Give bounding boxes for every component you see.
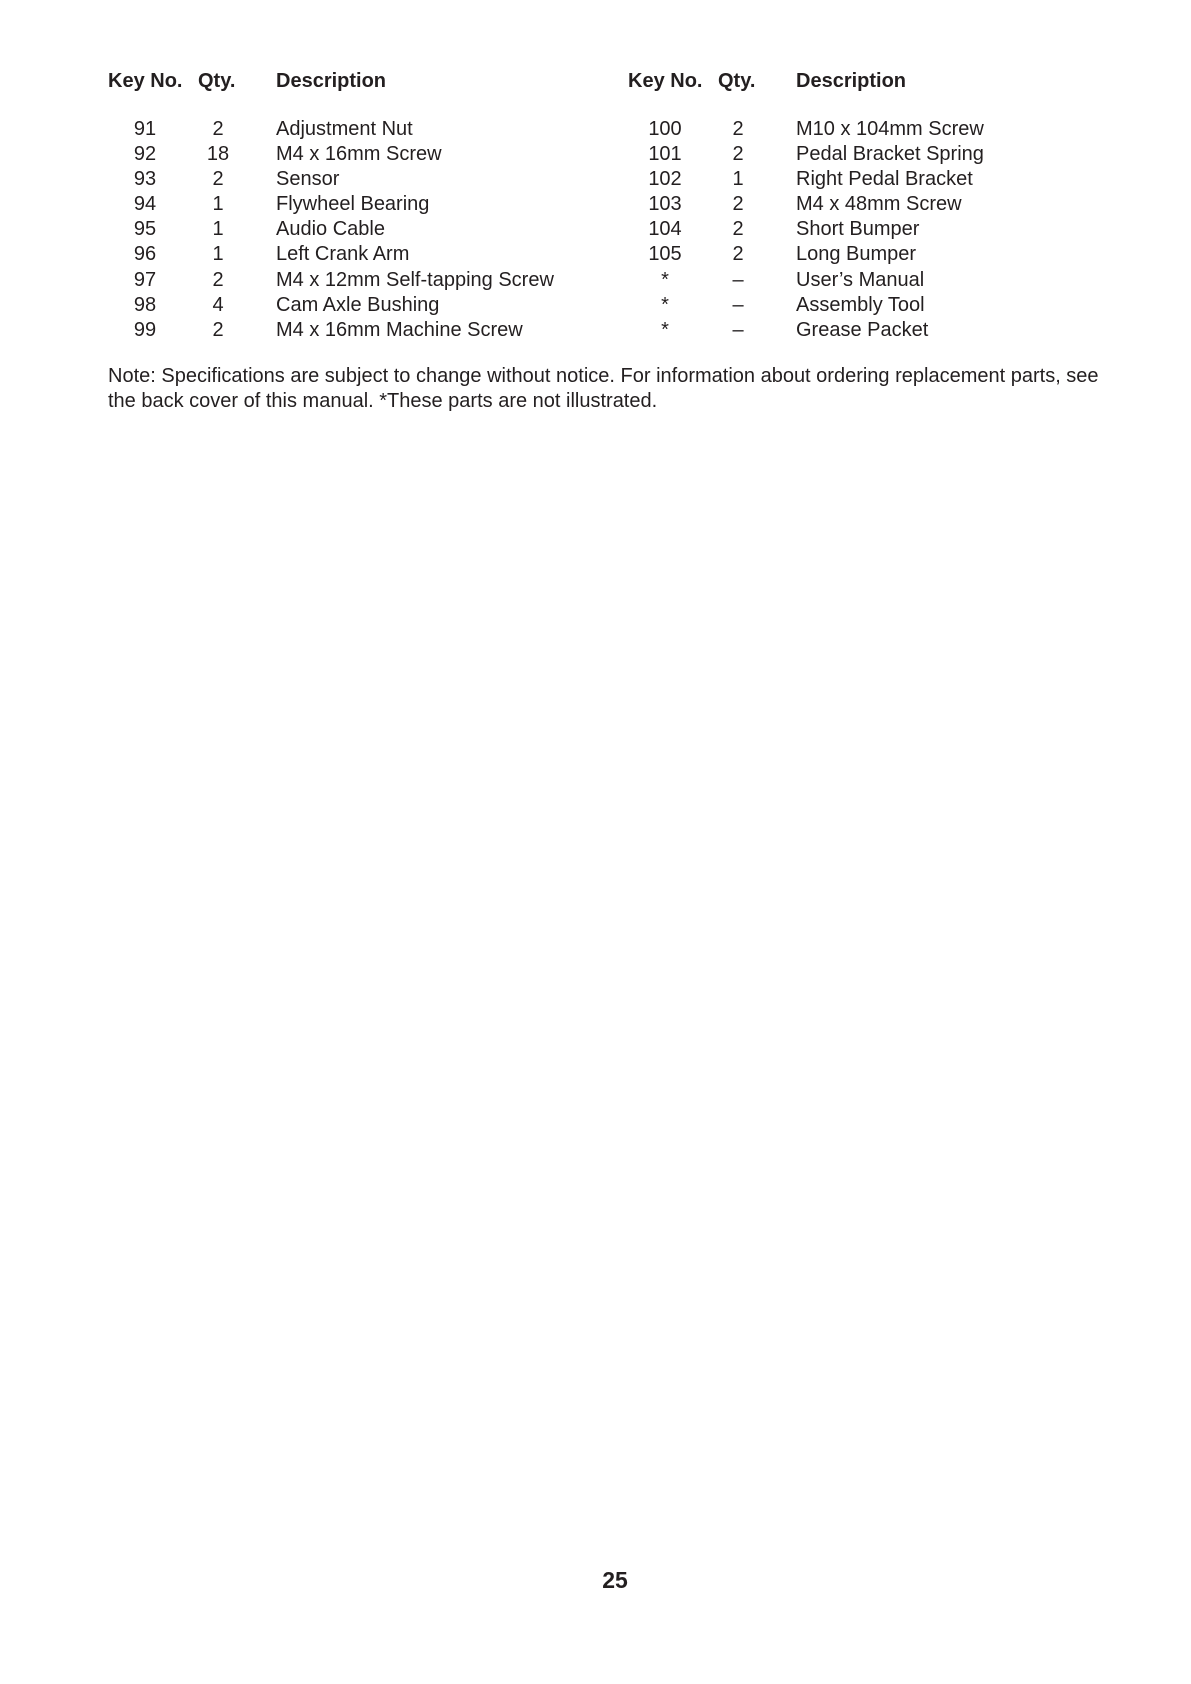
key-number: 93 bbox=[133, 168, 157, 191]
quantity: 2 bbox=[212, 118, 224, 140]
key-number: * bbox=[661, 268, 669, 291]
description: Left Crank Arm bbox=[276, 243, 410, 266]
header-description: Description bbox=[276, 70, 387, 92]
key-number: 102 bbox=[648, 168, 682, 191]
page-number: 25 bbox=[602, 1567, 628, 1593]
key-number: 99 bbox=[133, 318, 157, 341]
quantity: 1 bbox=[732, 168, 744, 191]
quantity: – bbox=[732, 293, 744, 316]
description: M4 x 16mm Machine Screw bbox=[276, 318, 523, 341]
description: Sensor bbox=[276, 168, 340, 191]
quantity: 18 bbox=[206, 143, 230, 166]
quantity: – bbox=[732, 318, 744, 341]
description: Short Bumper bbox=[796, 218, 920, 241]
header-key-no: Key No. bbox=[108, 70, 183, 92]
quantity: 2 bbox=[212, 168, 224, 191]
key-number: 97 bbox=[133, 268, 157, 291]
key-number: 92 bbox=[133, 143, 157, 166]
header-qty: Qty. bbox=[198, 70, 236, 92]
key-number: 98 bbox=[133, 293, 157, 316]
description: M10 x 104mm Screw bbox=[796, 118, 984, 140]
quantity: 2 bbox=[732, 193, 744, 216]
description: User’s Manual bbox=[796, 268, 925, 291]
key-number: 91 bbox=[133, 118, 157, 140]
header-description: Description bbox=[796, 70, 907, 92]
quantity: – bbox=[732, 268, 744, 291]
note-line: Note: Specifications are subject to change without notice. For information about ordering replacement parts, see bbox=[108, 365, 1099, 387]
quantity: 1 bbox=[212, 218, 224, 241]
key-number: 94 bbox=[133, 193, 157, 216]
key-number: * bbox=[661, 293, 669, 316]
description: Pedal Bracket Spring bbox=[796, 143, 984, 166]
description: Right Pedal Bracket bbox=[796, 168, 973, 191]
quantity: 2 bbox=[732, 218, 744, 241]
key-number: 96 bbox=[133, 243, 157, 266]
description: M4 x 12mm Self-tapping Screw bbox=[276, 268, 554, 291]
description: Cam Axle Bushing bbox=[276, 293, 440, 316]
description: Assembly Tool bbox=[796, 293, 925, 316]
description: M4 x 16mm Screw bbox=[276, 143, 442, 166]
quantity: 2 bbox=[212, 318, 224, 341]
description: Grease Packet bbox=[796, 318, 929, 341]
key-number: 103 bbox=[648, 193, 682, 216]
key-number: 105 bbox=[648, 243, 682, 266]
quantity: 2 bbox=[732, 243, 744, 266]
key-number: * bbox=[661, 318, 669, 341]
header-key-no: Key No. bbox=[628, 70, 703, 92]
header-qty: Qty. bbox=[718, 70, 756, 92]
description: Long Bumper bbox=[796, 243, 917, 266]
quantity: 2 bbox=[732, 118, 744, 140]
quantity: 1 bbox=[212, 193, 224, 216]
quantity: 4 bbox=[212, 293, 224, 316]
description: M4 x 48mm Screw bbox=[796, 193, 962, 216]
description: Adjustment Nut bbox=[276, 118, 413, 140]
description: Flywheel Bearing bbox=[276, 193, 430, 216]
note-line: the back cover of this manual. *These parts are not illustrated. bbox=[108, 390, 658, 412]
key-number: 104 bbox=[648, 218, 682, 241]
description: Audio Cable bbox=[276, 218, 385, 241]
key-number: 101 bbox=[648, 143, 682, 166]
note-text bbox=[108, 364, 1108, 414]
quantity: 2 bbox=[732, 143, 744, 166]
quantity: 1 bbox=[212, 243, 224, 266]
key-number: 100 bbox=[648, 118, 682, 140]
key-number: 95 bbox=[133, 218, 157, 241]
quantity: 2 bbox=[212, 268, 224, 291]
